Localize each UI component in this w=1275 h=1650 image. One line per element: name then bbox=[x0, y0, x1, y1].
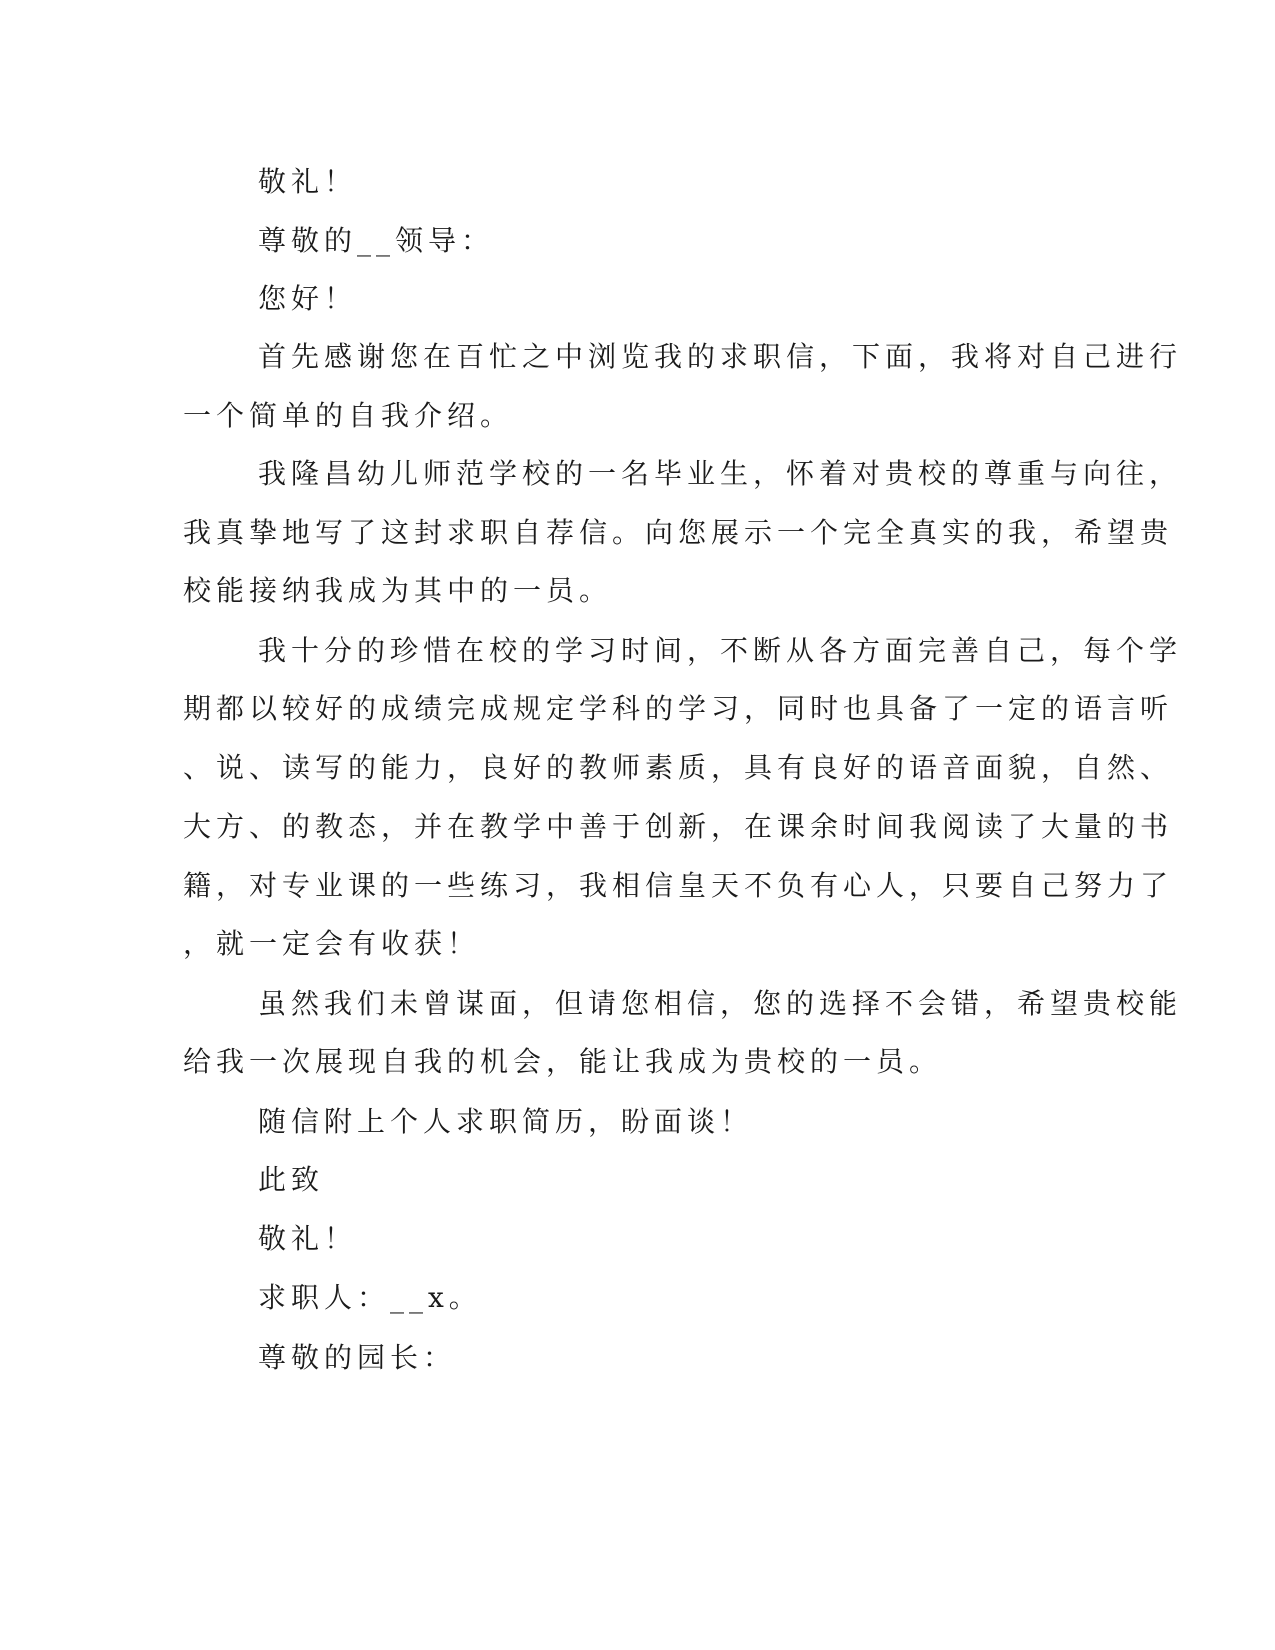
salutation-line: 尊敬的__领导： bbox=[258, 224, 495, 257]
greeting-line: 您好！ bbox=[258, 282, 358, 315]
signature-line: 求职人：__x。 bbox=[258, 1281, 482, 1314]
paragraph-line: 我隆昌幼儿师范学校的一名毕业生，怀着对贵校的尊重与向往， bbox=[258, 457, 1183, 490]
paragraph-line: 籍，对专业课的一些练习，我相信皇天不负有心人，只要自己努力了 bbox=[183, 869, 1174, 902]
closing-salute-line: 敬礼！ bbox=[258, 1222, 358, 1255]
paragraph-line: 我十分的珍惜在校的学习时间，不断从各方面完善自己，每个学 bbox=[258, 634, 1183, 667]
paragraph-line: 首先感谢您在百忙之中浏览我的求职信，下面，我将对自己进行 bbox=[258, 340, 1183, 373]
paragraph-line: 校能接纳我成为其中的一员。 bbox=[183, 574, 613, 607]
paragraph-line: ，就一定会有收获！ bbox=[183, 927, 481, 960]
salutation-line: 尊敬的园长： bbox=[258, 1341, 457, 1374]
paragraph-line: 我真挚地写了这封求职自荐信。向您展示一个完全真实的我，希望贵 bbox=[183, 516, 1174, 549]
paragraph-line: 大方、的教态，并在教学中善于创新，在课余时间我阅读了大量的书 bbox=[183, 810, 1174, 843]
paragraph-line: 随信附上个人求职简历，盼面谈！ bbox=[258, 1105, 754, 1138]
closing-salute-line: 敬礼！ bbox=[258, 165, 358, 198]
paragraph-line: 给我一次展现自我的机会，能让我成为贵校的一员。 bbox=[183, 1045, 943, 1078]
closing-line: 此致 bbox=[258, 1163, 325, 1196]
paragraph-line: 、说、读写的能力，良好的教师素质，具有良好的语音面貌，自然、 bbox=[183, 751, 1174, 784]
paragraph-line: 虽然我们未曾谋面，但请您相信，您的选择不会错，希望贵校能 bbox=[258, 987, 1183, 1020]
paragraph-line: 一个简单的自我介绍。 bbox=[183, 399, 514, 432]
paragraph-line: 期都以较好的成绩完成规定学科的学习，同时也具备了一定的语言听 bbox=[183, 692, 1174, 725]
